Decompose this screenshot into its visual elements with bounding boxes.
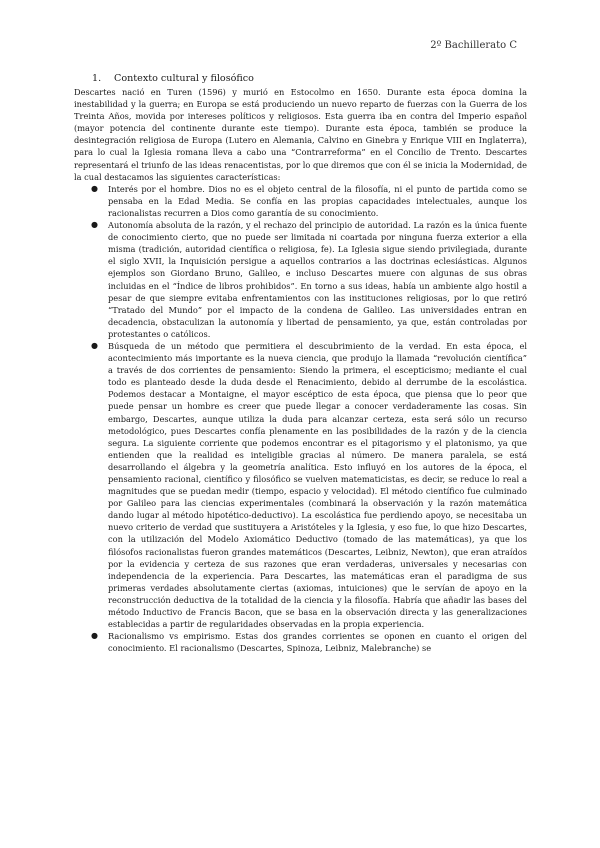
list-item-text: Autonomía absoluta de la razón, y el rechazo del principio de autoridad. La razón es la única fuente de conocimiento cierto, que no puede ser limitada ni coartada por ninguna fuerza exterior a ella misma (tradición, autoridad científica o religiosa, fe). La Iglesia sigue siendo privilegiada, durante el siglo XVII, la Inquisición persigue a aquellos contrarios a las doctrinas eclesiásticas. Algunos ejemplos son Giordano Bruno, Galileo, e incluso Descartes muere con algunas de sus obras incluidas en el “Índice de libros prohibidos”. En torno a sus ideas, había un ambiente algo hostil a pesar de que siempre evitaba enfrentamientos con las instituciones religiosas, por lo que retiró “Tratado del Mundo” por el impacto de la condena de Galileo. Las universidades entran en decadencia, obstaculizan la autonomía y libertad de pensamiento, ya que, están controladas por protestantes o católicos. — [108, 220, 527, 339]
bullet-icon: ● — [91, 631, 98, 641]
intro-paragraph: Descartes nació en Turen (1596) y murió en Estocolmo en 1650. Durante esta época domina la inestabilidad y la guerra; en Europa se está produciendo un nuevo reparto de fuerzas con la Guerra de los Treinta Años, movida por intereses políticos y religiosos. Esta guerra iba en contra del Imperio español (mayor potencia del continente durante este tiempo). Durante esta época, también se produce la desintegración religiosa de Europa (Lutero en Alemania, Calvino en Ginebra y Enrique VIII en Inglaterra), para lo cual la Iglesia romana lleva a cabo una “Contrarreforma” en el Concilio de Trento. Descartes representará el triunfo de las ideas renacentistas, por lo que diremos que con él se inicia la Modernidad, de la cual destacamos las siguientes características: — [74, 87, 527, 182]
list-item — [74, 219, 527, 340]
list-item — [74, 340, 527, 630]
bullet-icon: ● — [91, 220, 98, 230]
list-item-text: Búsqueda de un método que permitiera el descubrimiento de la verdad. En esta época, el acontecimiento más importante es la nueva ciencia, que produjo la llamada “revolución científica” a través de dos corrientes de pensamiento: Siendo la primera, el escepticismo; mediante el cual todo es planteado desde la duda desde el Renacimiento, debido al derrumbe de la escolástica. Podemos destacar a Montaigne, el mayor escéptico de esta época, que piensa que lo peor que puede pensar un hombre es creer que puede llegar a conocer verdaderamente las cosas. Sin embargo, Descartes, aunque utiliza la duda para alcanzar certeza, esta será sólo un recurso metodológico, pues Descartes confía plenamente en las posibilidades de la razón y de la ciencia segura. La siguiente corriente que podemos encontrar es el pitagorismo y el platonismo, ya que entienden que la realidad es inteligible gracias al número. De manera paralela, se está desarrollando el álgebra y la geometría analítica. Esto influyó en los autores de la época, el pensamiento racional, científico y filosófico se vuelven matematicistas, es decir, se reduce lo real a magnitudes que se puedan medir (tiempo, espacio y velocidad). El método científico fue culminado por Galileo para las ciencias experimentales (combinará la observación y la razón matemática dando lugar al método hipotético-deductivo). La escolástica fue perdiendo apoyo, se necesitaba un nuevo criterio de verdad que sustituyera a Aristóteles y la Iglesia, y eso fue, lo que hizo Descartes, con la utilización del Modelo Axiomático Deductivo (tomado de las matemáticas), ya que los filósofos racionalistas fueron grandes matemáticos (Descartes, Leibniz, Newton), que eran atraídos por la evidencia y certeza de sus razones que eran verdaderas, universales y necesarias con independencia de la experiencia. Para Descartes, las matemáticas eran el paradigma de sus primeras verdades absolutamente ciertas (axiomas, intuiciones) que le servían de apoyo en la reconstrucción deductiva de la totalidad de la ciencia y la filosofía. Habría que añadir las bases del método Inductivo de Francis Bacon, que se basa en la observación directa y las generalizaciones establecidas a partir de regularidades observadas en la propia experiencia. — [108, 340, 527, 630]
list-item-text: Racionalismo vs empirismo. Estas dos grandes corrientes se oponen en cuanto el origen del conocimiento. El racionalismo (Descartes, Spinoza, Leibniz, Malebranche) se — [108, 631, 527, 654]
list-item — [74, 183, 527, 219]
document-body — [74, 86, 527, 654]
bullet-icon: ● — [91, 183, 98, 193]
section-title: Contexto cultural y filosófico — [114, 73, 254, 84]
list-item — [74, 630, 527, 654]
section-heading — [92, 73, 254, 84]
course-label: 2º Bachillerato C — [430, 40, 517, 51]
characteristics-list — [74, 183, 527, 655]
bullet-icon: ● — [91, 340, 98, 350]
section-number: 1. — [92, 73, 102, 84]
list-item-text: Interés por el hombre. Dios no es el objeto central de la filosofía, ni el punto de partida como se pensaba en la Edad Media. Se confía en las propias capacidades intelectuales, aunque los racionalistas recurren a Dios como garantía de su conocimiento. — [108, 183, 527, 218]
